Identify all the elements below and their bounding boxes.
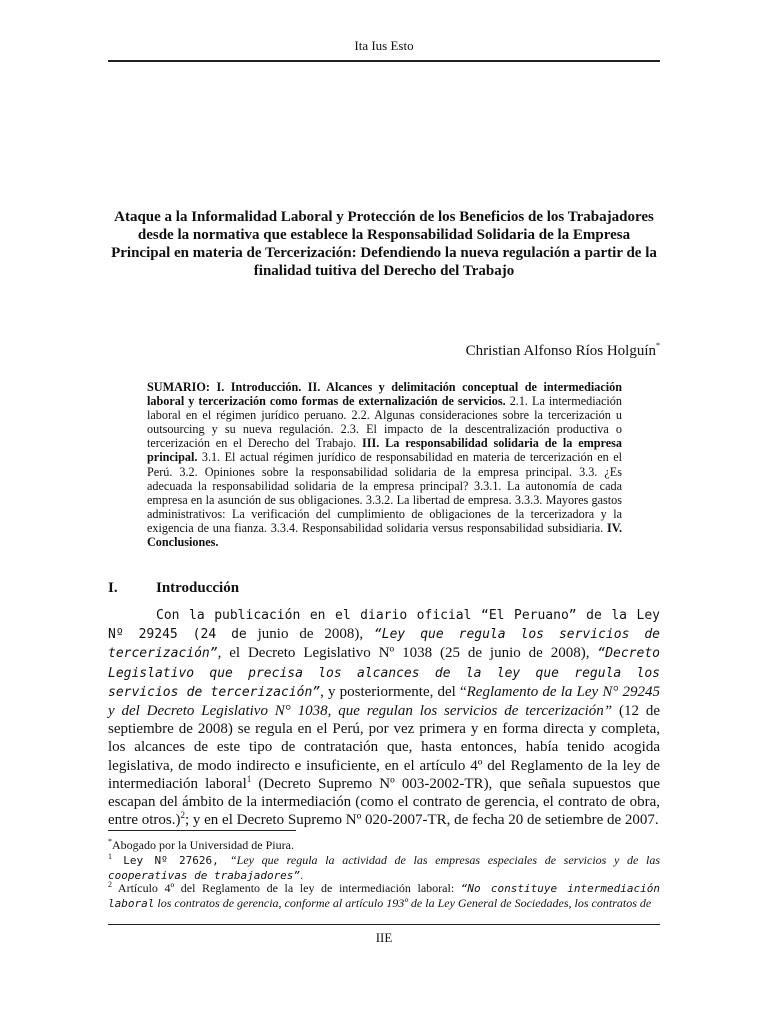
body-segment-9: (Decreto Supremo Nº 003-2002-TR), que señala supuestos que escapan del ámbito de la intermediación (como el contrato de gerencia, el contrato de obra, entre otros.) xyxy=(108,775,660,829)
footnote-text: Abogado por la Universidad de Piura. xyxy=(112,838,294,852)
footnote-rule xyxy=(108,830,296,831)
body-paragraph xyxy=(108,606,660,829)
footnote-ref-1: 1 xyxy=(246,773,252,784)
body-segment-7: Reglamento de la Ley N° 29245 y del Decreto Legislativo N° 1038, que regulan los servicios de tercerización” xyxy=(108,683,660,720)
summary-bold-3: IV. Conclusiones. xyxy=(147,520,622,550)
author-line xyxy=(466,343,660,360)
page-footer-label: IIE xyxy=(375,930,393,945)
body-text xyxy=(108,606,660,829)
footnote-text: “Ley que regula la actividad de las empresas especiales de servicios y de las xyxy=(230,853,660,867)
footnote-text: . xyxy=(300,868,304,882)
footnote-mark: * xyxy=(108,837,112,846)
summary-text-1: 2.1. La intermediación laboral en el régimen jurídico peruano. 2.2. Algunas consideraciones sobre la tercerización u outsourcing y su nueva regulación. 2.3. El impacto de la descentralización productiva o tercerización en el Derecho del Trabajo. xyxy=(147,394,622,451)
header-rule xyxy=(108,60,660,62)
body-segment-10: ; y en el Decreto Supremo Nº 020-2007-TR, de fecha 20 de setiembre de 2007. xyxy=(184,812,659,829)
footnote-text: cooperativas de trabajadores” xyxy=(108,869,301,882)
footnote-text: Artículo 4º del Reglamento de la ley de intermediación laboral: xyxy=(112,881,461,895)
running-header: Ita Ius Esto xyxy=(354,38,414,53)
article-title: Ataque a la Informalidad Laboral y Protección de los Beneficios de los Trabajadores desde la normativa que establece la Responsabilidad Solidaria de la Empresa Principal en materia de Tercerización: Defendiendo la nueva regulación a partir de la finalidad tuitiva del Derecho del Trabajo xyxy=(111,209,657,279)
summary-text-2: 3.1. El actual régimen jurídico de responsabilidad en materia de tercerización en el Perú. 3.2. Opiniones sobre la responsabilidad solidaria de la empresa principal. 3.3. ¿Es adecuada la responsabilidad solidaria de la empresa principal? 3.3.1. La autonomía de cada empresa en la asunción de sus obligaciones. 3.3.2. La libertad de empresa. 3.3.3. Mayores gastos administrativos: La verificación del cumplimiento de obligaciones de la tercerizadora y la exigencia de una fianza. 3.3.4. Responsabilidad solidaria versus responsabilidad subsidiaria. xyxy=(147,450,622,535)
body-segment-3: “Ley que regula los servicios de tercerización” xyxy=(108,627,660,662)
footnote-text: Ley Nº 27626, xyxy=(112,854,230,867)
body-segment-2: junio de 2008), xyxy=(246,626,374,643)
body-segment-5: “Decreto Legislativo que precisa los alcances de la ley que regula los servicios de tercerización” xyxy=(108,646,660,700)
body-segment-1: Con la publicación en el diario oficial “El Peruano” de la Ley Nº 29245 (24 de xyxy=(108,608,660,643)
author-name: Christian Alfonso Ríos Holguín xyxy=(465,343,656,359)
footnote-text: los contratos de gerencia, conforme al artículo 193º de la Ley General de Sociedades, los contratos de xyxy=(154,896,652,910)
footnote-mark: 1 xyxy=(108,852,112,861)
body-segment-8: (12 de septiembre de 2008) se regula en el Perú, por vez primera y en forma directa y completa, los alcances de este tipo de contratación que, hasta entonces, había tenido acogida legislativa, de modo indirecto e insuficiente, en el artículo 4º del Reglamento de la ley de intermediación laboral xyxy=(108,703,660,792)
section-title: Introducción xyxy=(156,580,240,596)
summary-bold-2: III. La responsabilidad solidaria de la empresa principal. xyxy=(147,436,622,465)
section-number: I. xyxy=(108,580,118,596)
summary xyxy=(147,380,622,549)
summary-bold-1: SUMARIO: I. Introducción. II. Alcances y delimitación conceptual de intermediación laboral y tercerización como formas de externalización de servicios. xyxy=(147,380,622,409)
footer-rule xyxy=(108,924,660,925)
footnote-mark: 2 xyxy=(108,880,112,889)
author-footnote-mark: * xyxy=(656,341,660,350)
body-segment-6: , y posteriormente, del “ xyxy=(320,683,467,700)
footnote-text: “No constituye intermediación laboral xyxy=(108,882,660,910)
footnote-2 xyxy=(108,878,660,911)
body-segment-4: , el Decreto Legislativo Nº 1038 (25 de junio de 2008), xyxy=(217,645,598,662)
footnote-ref-2: 2 xyxy=(180,810,185,821)
